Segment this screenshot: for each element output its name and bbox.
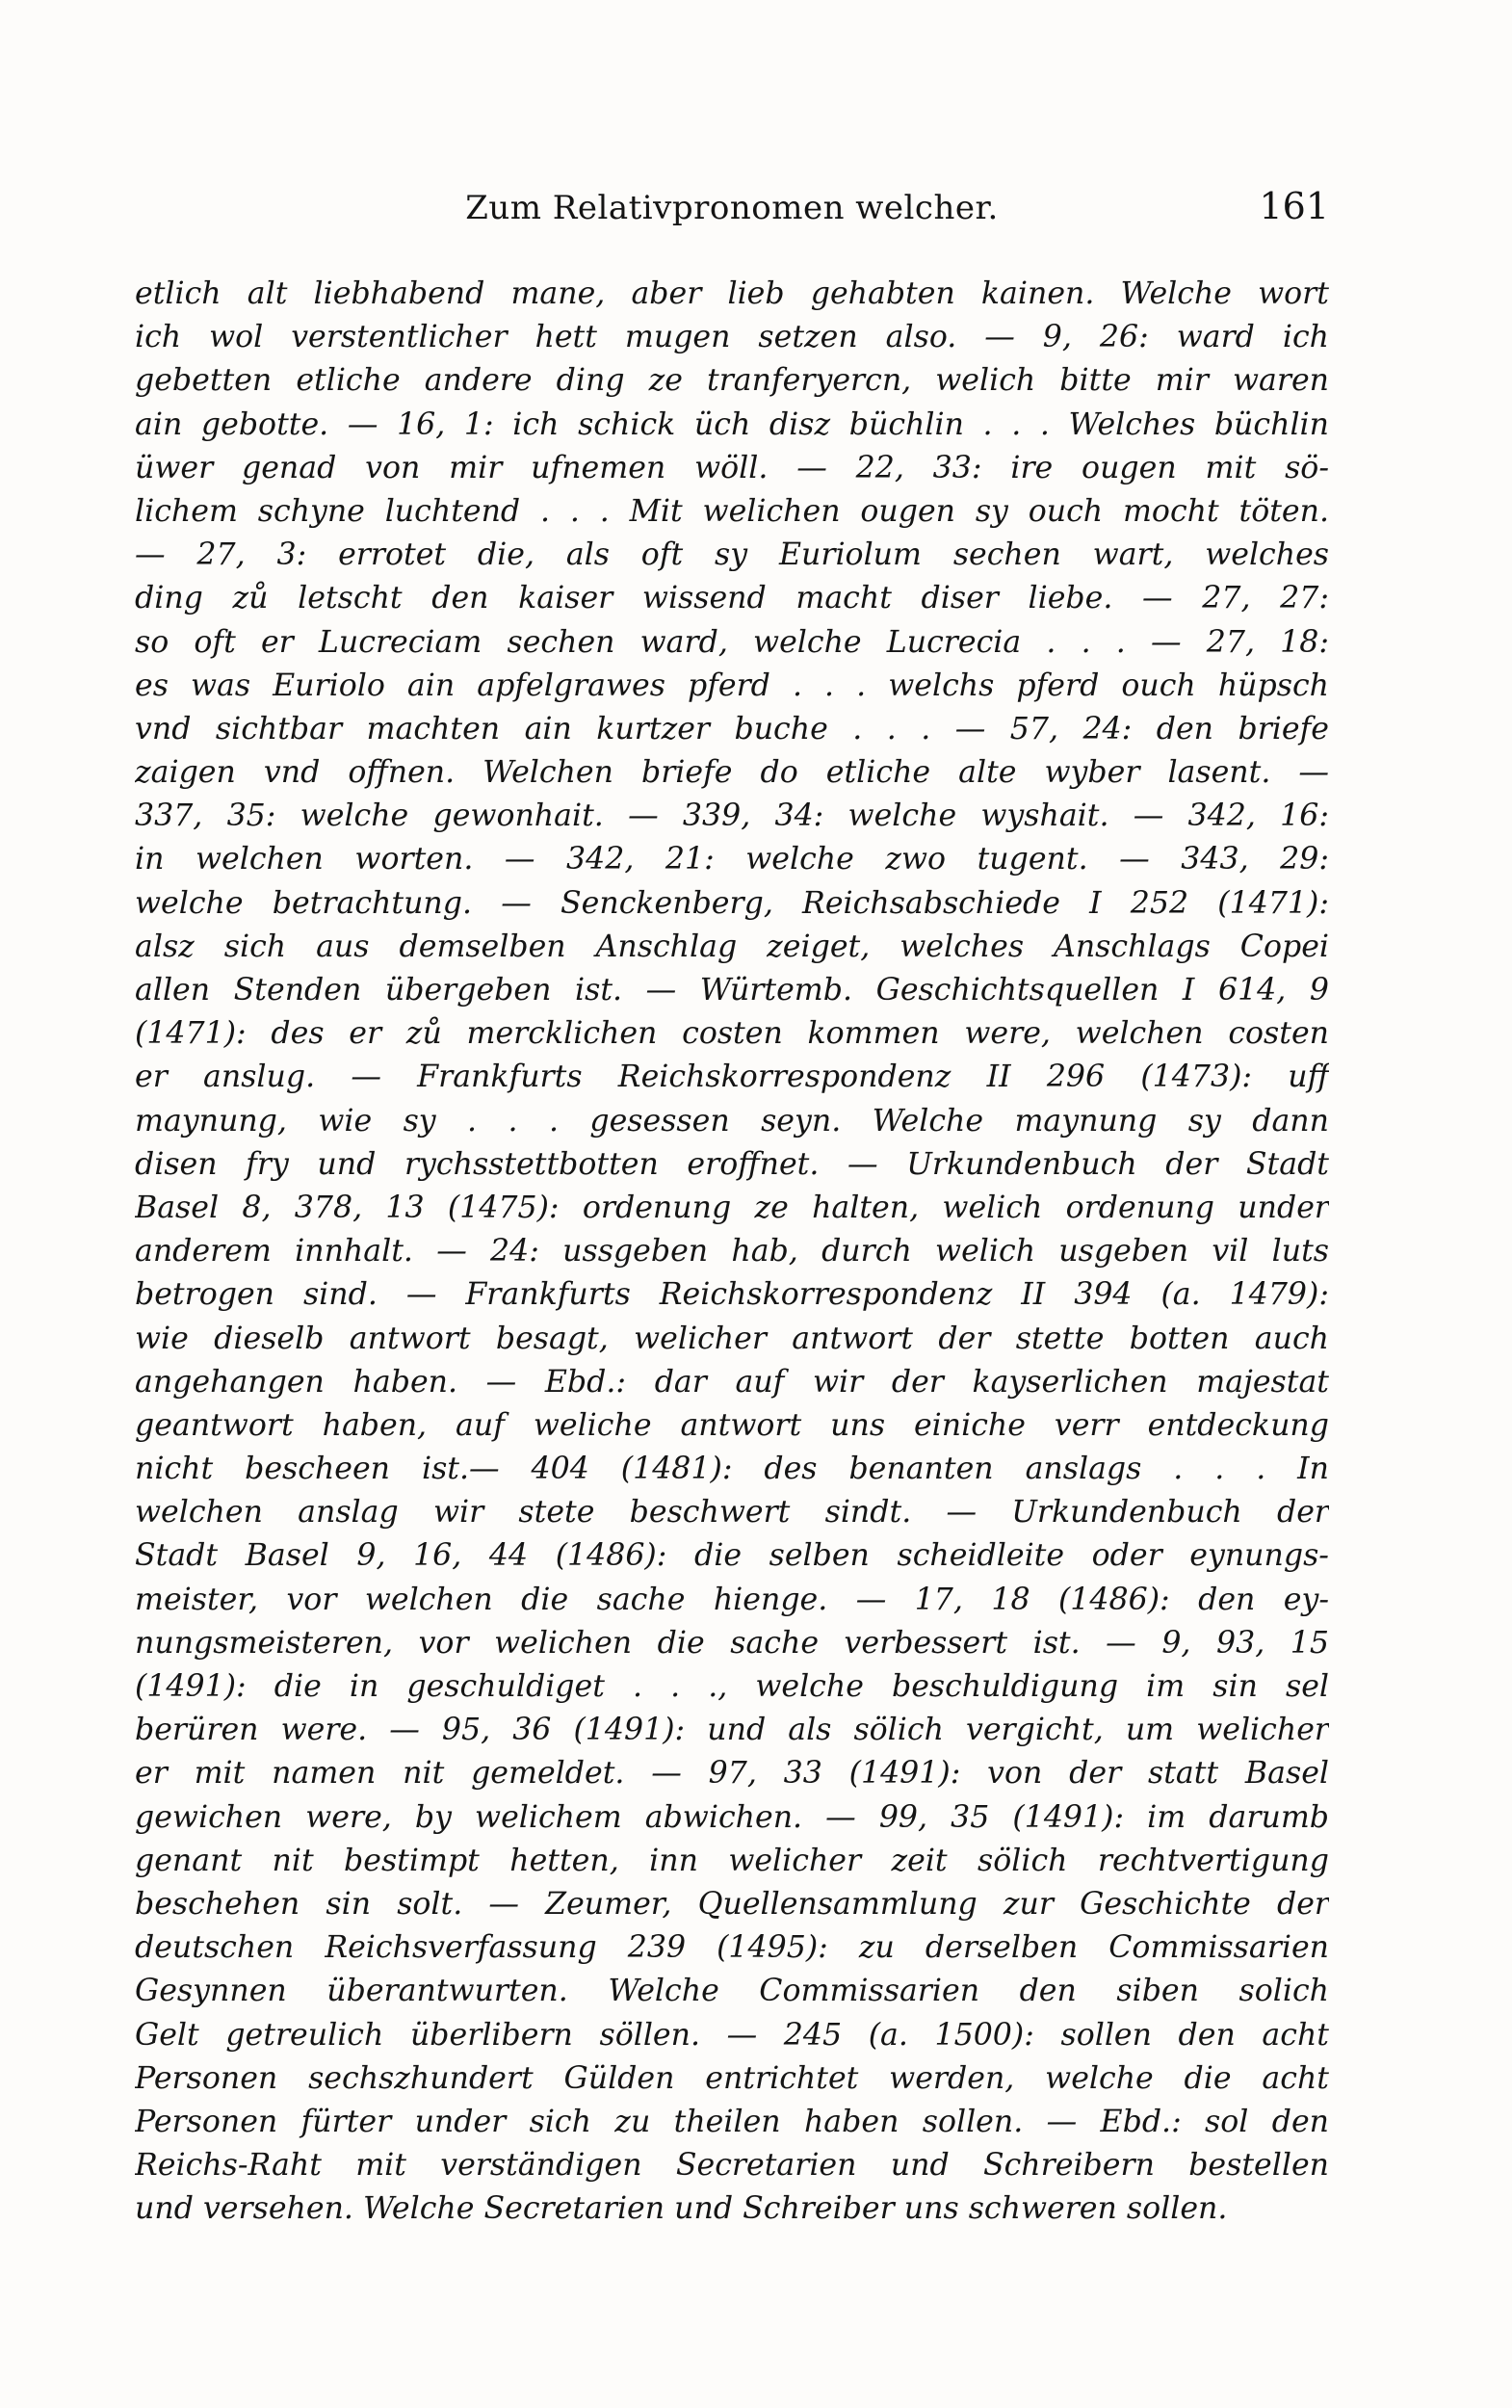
running-title: Zum Relativpronomen welcher. — [465, 189, 999, 227]
text-line-38: beschehen sin solt. — Zeumer, Quellensammlung zur Geschichte der — [135, 1886, 1329, 1922]
text-line-28: nicht bescheen ist.— 404 (1481): des benanten anslags . . . In — [135, 1452, 1329, 1487]
text-line-24: betrogen sind. — Frankfurts Reichskorrespondenz II 394 (a. 1479): — [135, 1277, 1329, 1313]
text-line-14: in welchen worten. — 342, 21: welche zwo tugent. — 343, 29: — [135, 842, 1329, 877]
text-line-17: allen Stenden übergeben ist. — Würtemb. Geschichtsquellen I 614, 9 — [135, 973, 1329, 1008]
text-line-9: so oft er Lucreciam sechen ward, welche Lucrecia . . . — 27, 18: — [135, 624, 1329, 660]
text-line-15: welche betrachtung. — Senckenberg, Reichsabschiede I 252 (1471): — [135, 885, 1329, 921]
text-line-4: ain gebotte. — 16, 1: ich schick üch disz büchlin . . . Welches büchlin — [135, 406, 1329, 442]
text-line-2: ich wol verstentlicher hett mugen setzen also. — 9, 26: ward ich — [135, 320, 1329, 355]
text-line-39: deutschen Reichsverfassung 239 (1495): zu derselben Commissarien — [135, 1930, 1329, 1966]
text-line-12: zaigen vnd offnen. Welchen briefe do etliche alte wyber lasent. — — [135, 755, 1329, 791]
text-line-33: (1491): die in geschuldiget . . ., welche beschuldigung im sin sel — [135, 1669, 1329, 1704]
text-line-25: wie dieselb antwort besagt, welicher antwort der stette botten auch — [135, 1321, 1329, 1356]
text-line-42: Personen sechszhundert Gülden entrichtet werden, welche die acht — [135, 2060, 1329, 2096]
text-line-43: Personen fürter under sich zu theilen haben sollen. — Ebd.: sol den — [135, 2104, 1329, 2139]
text-line-30: Stadt Basel 9, 16, 44 (1486): die selben scheidleite oder eynungs- — [135, 1538, 1329, 1574]
page-number: 161 — [1259, 185, 1329, 227]
text-line-3: gebetten etliche andere ding ze tranferyercn, welich bitte mir waren — [135, 363, 1329, 399]
text-line-37: genant nit bestimpt hetten, inn welicher zeit sölich rechtvertigung — [135, 1843, 1329, 1878]
text-line-21: disen fry und rychsstettbotten eroffnet. — Urkundenbuch der Stadt — [135, 1146, 1329, 1182]
text-line-1: etlich alt liebhabend mane, aber lieb gehabten kainen. Welche wort — [135, 276, 1329, 311]
text-line-36: gewichen were, by welichem abwichen. — 99, 35 (1491): im darumb — [135, 1799, 1329, 1835]
text-line-35: er mit namen nit gemeldet. — 97, 33 (1491): von der statt Basel — [135, 1756, 1329, 1792]
text-line-19: er anslug. — Frankfurts Reichskorrespondenz II 296 (1473): uff — [135, 1060, 1329, 1095]
text-line-26: angehangen haben. — Ebd.: dar auf wir der kayserlichen majestat — [135, 1364, 1329, 1400]
text-line-16: alsz sich aus demselben Anschlag zeiget, welches Anschlags Copei — [135, 929, 1329, 964]
body-text — [135, 273, 1329, 2231]
text-line-45: und versehen. Welche Secretarien und Schreiber uns schweren sollen. — [135, 2191, 1228, 2227]
text-line-41: Gelt getreulich überlibern söllen. — 245 (a. 1500): sollen den acht — [135, 2017, 1329, 2053]
text-line-34: berüren were. — 95, 36 (1491): und als sölich vergicht, um welicher — [135, 1713, 1329, 1748]
text-line-10: es was Euriolo ain apfelgrawes pferd . . . welchs pferd ouch hüpsch — [135, 667, 1329, 703]
text-line-31: meister, vor welchen die sache hienge. — 17, 18 (1486): den ey- — [135, 1582, 1329, 1617]
text-line-8: ding zů letscht den kaiser wissend macht diser liebe. — 27, 27: — [135, 581, 1329, 616]
text-line-27: geantwort haben, auf weliche antwort uns einiche verr entdeckung — [135, 1407, 1329, 1443]
text-line-40: Gesynnen überantwurten. Welche Commissarien den siben solich — [135, 1974, 1329, 2009]
text-line-22: Basel 8, 378, 13 (1475): ordenung ze halten, welich ordenung under — [135, 1190, 1329, 1225]
text-line-11: vnd sichtbar machten ain kurtzer buche . . . — 57, 24: den briefe — [135, 711, 1329, 746]
page-header — [135, 183, 1329, 241]
text-line-32: nungsmeisteren, vor welichen die sache verbessert ist. — 9, 93, 15 — [135, 1625, 1329, 1661]
text-line-5: üwer genad von mir ufnemen wöll. — 22, 33: ire ougen mit sö- — [135, 450, 1329, 485]
text-line-13: 337, 35: welche gewonhait. — 339, 34: welche wyshait. — 342, 16: — [135, 798, 1329, 834]
text-line-23: anderem innhalt. — 24: ussgeben hab, durch welich usgeben vil luts — [135, 1234, 1329, 1269]
text-line-18: (1471): des er zů mercklichen costen kommen were, welchen costen — [135, 1016, 1329, 1052]
text-line-6: lichem schyne luchtend . . . Mit welichen ougen sy ouch mocht töten. — [135, 493, 1329, 529]
text-line-29: welchen anslag wir stete beschwert sindt. — Urkundenbuch der — [135, 1495, 1329, 1531]
text-line-20: maynung, wie sy . . . gesessen seyn. Welche maynung sy dann — [135, 1103, 1329, 1139]
text-line-7: — 27, 3: errotet die, als oft sy Euriolum sechen wart, welches — [135, 537, 1329, 573]
text-line-44: Reichs-Raht mit verständigen Secretarien und Schreibern bestellen — [135, 2148, 1329, 2184]
